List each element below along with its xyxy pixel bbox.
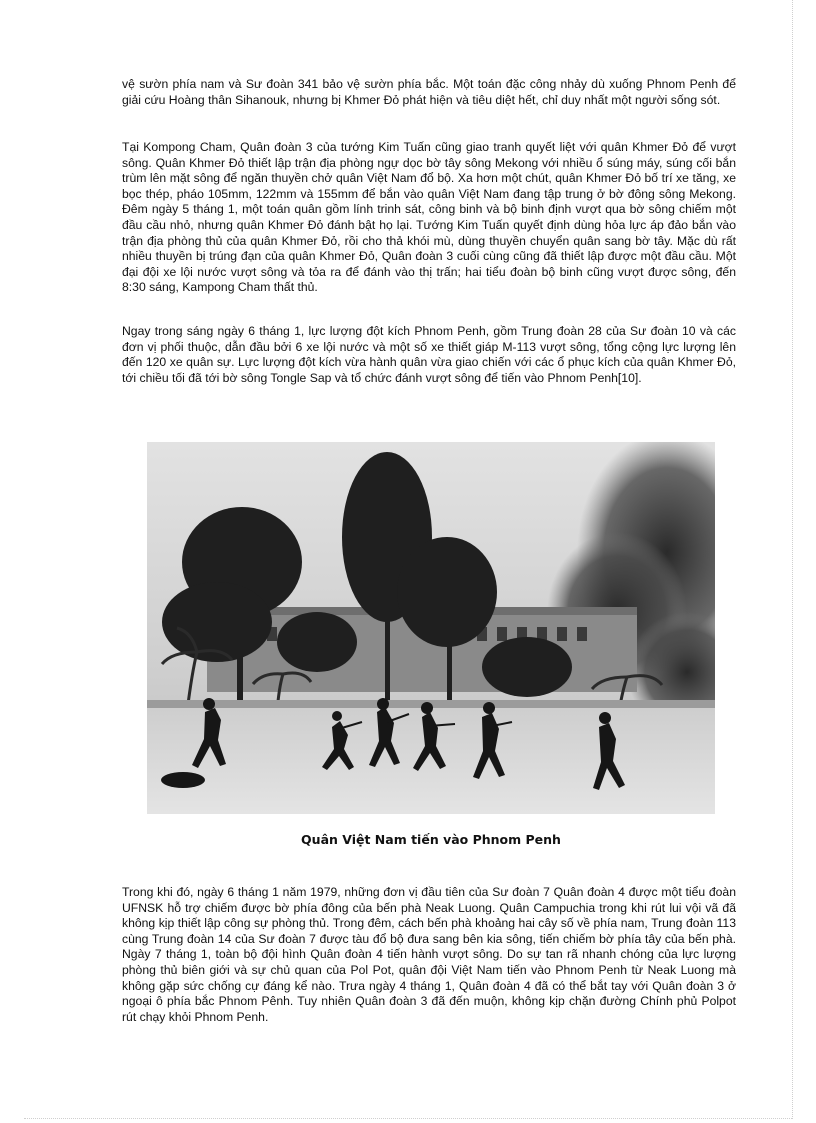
photo-vietnamese-troops-entering-phnom-penh <box>147 442 715 814</box>
paragraph-1: vệ sườn phía nam và Sư đoàn 341 bảo vệ sườn phía bắc. Một toán đặc công nhảy dù xuống Phnom Penh để giải cứu Hoàng thân Sihanouk, nhưng bị Khmer Đỏ phát hiện và tiêu diệt hết, chỉ duy nhất một người sống sót. <box>122 77 736 107</box>
page-right-border <box>792 0 793 1119</box>
paragraph-3: Ngay trong sáng ngày 6 tháng 1, lực lượng đột kích Phnom Penh, gồm Trung đoàn 28 của Sư đoàn 10 và các đơn vị phối thuộc, dẫn đầu bởi 6 xe lội nước và một số xe thiết giáp M-113 vượt sông, tổng cộng lực lượng lên đến 120 xe quân sự. Lực lượng đột kích vừa hành quân vừa giao chiến với các ổ phục kích của quân Khmer Đỏ, tới chiều tối đã tới bờ sông Tongle Sap và tổ chức đánh vượt sông để tiến vào Phnom Penh[10]. <box>122 324 736 385</box>
paragraph-2: Tại Kompong Cham, Quân đoàn 3 của tướng Kim Tuấn cũng giao tranh quyết liệt với quân Khmer Đỏ để vượt sông. Quân Khmer Đỏ thiết lập trận địa phòng ngự dọc bờ tây sông Mekong với nhiều ổ súng máy, súng cối bắn trùm lên mặt sông để ngăn thuyền chở quân Việt Nam đổ bộ. Xa hơn một chút, quân Khmer Đỏ bố trí xe tăng, xe bọc thép, pháo 105mm, 122mm và 155mm để bắn vào quân Việt Nam đang tập trung ở bờ đông sông Mekong. Đêm ngày 5 tháng 1, một toán quân gồm lính trinh sát, công binh và bộ binh định vượt qua bờ sông chiếm một đầu cầu nhỏ, nhưng quân Khmer Đỏ đánh bật họ lại. Tướng Kim Tuấn quyết định dùng hỏa lực áp đảo bắn vào trận địa phòng thủ của quân Khmer Đỏ, rồi cho thả khói mù, dùng thuyền chuyển quân sang bờ tây. Mặc dù rất nhiều thuyền bị trúng đạn của quân Khmer Đỏ, Quân đoàn 3 cuối cùng cũng đã thiết lập được một đầu cầu. Một đại đội xe lội nước vượt sông và tỏa ra để đánh vào thị trấn; hai tiểu đoàn bộ binh cũng vượt được sông, đến 8:30 sáng, Kampong Cham thất thủ. <box>122 140 736 295</box>
page-bottom-border <box>24 1118 792 1119</box>
figure-caption: Quân Việt Nam tiến vào Phnom Penh <box>301 832 561 847</box>
paragraph-4: Trong khi đó, ngày 6 tháng 1 năm 1979, những đơn vị đầu tiên của Sư đoàn 7 Quân đoàn 4 được một tiểu đoàn UFNSK hỗ trợ chiếm được bờ phía đông của bến phà Neak Luong. Quân Campuchia trong khi rút lui vội vã đã không kịp thiết lập công sự phòng thủ. Trong đêm, cách bến phà khoảng hai cây số về phía nam, Trung đoàn 113 cùng Trung đoàn 14 của Sư đoàn 7 được tàu đổ bộ đưa sang bên kia sông, tiến chiếm bờ phía tây của bến phà. Ngày 7 tháng 1, toàn bộ đội hình Quân đoàn 4 tiến hành vượt sông. Do sự tan rã nhanh chóng của lực lượng phòng thủ biên giới và sự chủ quan của Pol Pot, quân đội Việt Nam tiến vào Phnom Penh từ Neak Luong mà không gặp sức chống cự đáng kể nào. Trưa ngày 4 tháng 1, Quân đoàn 4 đã có thể bắt tay với Quân đoàn 3 ở ngoại ô phía bắc Phnom Pênh. Tuy nhiên Quân đoàn 3 đã đến muộn, không kịp chặn đường Chính phủ Polpot rút chạy khỏi Phnom Penh. <box>122 885 736 1024</box>
